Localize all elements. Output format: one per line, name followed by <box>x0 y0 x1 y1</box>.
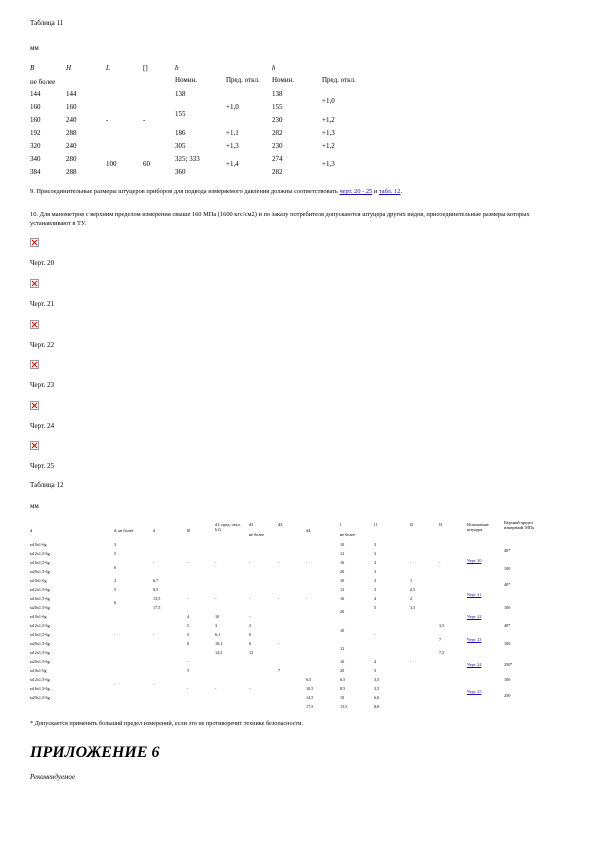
table12-cell: 5 <box>187 623 190 628</box>
table12-cell: 7,5 <box>439 650 445 655</box>
table11-cell: +1,3 <box>322 129 335 137</box>
table11-cell: 138 <box>175 90 186 98</box>
table12-cell: 6 <box>249 632 252 637</box>
table12-cell: 3 <box>374 569 377 574</box>
table12-cell: м16х1,5-6g <box>30 632 50 637</box>
table11-cell: 280 <box>66 155 77 163</box>
table12-cell: 6 <box>187 641 190 646</box>
table12-cell: м12х1,5-6g <box>30 623 50 628</box>
table12-cell: 10 <box>340 695 345 700</box>
table12-cell: 12 <box>340 587 345 592</box>
table12-cell: 12 <box>340 646 345 651</box>
table11-cell: 288 <box>66 168 77 176</box>
table12-cell: 6 <box>249 641 252 646</box>
table12-cell: 12 <box>249 650 254 655</box>
table12-header: Исполнение штуцера <box>467 522 489 532</box>
table12-cell: 6,7 <box>153 578 159 583</box>
broken-image-icon <box>30 401 39 410</box>
table12-cell: 3 <box>374 578 377 583</box>
table12-cell: 100 <box>504 641 511 646</box>
table12-cell: - <box>306 596 308 601</box>
table12-cell: 10,1 <box>215 641 223 646</box>
table12-cell: м12х1,5-6g <box>30 551 50 556</box>
table12-cell: - <box>249 686 251 691</box>
table11-cell: 100 <box>106 160 117 168</box>
table12-unit: мм <box>30 502 39 510</box>
table12-cell: 20 <box>340 609 345 614</box>
table12-cell: - <box>278 596 280 601</box>
table12-cell: 250 <box>504 693 511 698</box>
table12-header: l3 <box>439 522 443 527</box>
table11-cell: 186 <box>175 129 186 137</box>
broken-image-icon <box>30 320 39 329</box>
figure-caption: Черт. 25 <box>30 462 55 470</box>
table12-cell: 7 <box>439 637 442 642</box>
table12-cell: 3 <box>374 542 377 547</box>
table12-header: l0 <box>187 528 191 533</box>
table12-cell: м12х1,5-6g <box>30 650 50 655</box>
table12-cell: 250* <box>504 662 513 667</box>
table11-cell: 160 <box>30 103 41 111</box>
table11-header-B: B <box>30 64 35 72</box>
table11-cell: 160 <box>30 116 41 124</box>
broken-image-icon <box>30 360 39 369</box>
table12-cell: 14,3 <box>215 650 223 655</box>
table12-cell: 3,5 <box>374 677 380 682</box>
table12-cell: 3 <box>114 542 117 547</box>
table12-cell: 12 <box>340 551 345 556</box>
table12-caption: Таблица 12 <box>30 481 64 489</box>
broken-image-icon <box>30 238 39 247</box>
table12-cell: 10,5 <box>306 686 314 691</box>
table12-cell: м10х1-6g <box>30 578 47 583</box>
table12-header: d3, <box>278 522 284 527</box>
table11-cell: 240 <box>66 142 77 150</box>
table11-header-nomin-b: Номин. <box>175 76 198 84</box>
table12-header: не более <box>249 532 265 537</box>
table12-header: d3 <box>249 522 254 527</box>
table12-cell: - <box>187 596 189 601</box>
table11-cell: +1,3 <box>226 142 239 150</box>
table11-cell: 282 <box>272 168 283 176</box>
table12-cell: 8,0 <box>374 704 380 709</box>
table12-cell: - <box>187 560 189 565</box>
table11-cell: 160 <box>66 103 77 111</box>
table12-header: l2 <box>410 522 414 527</box>
table11-header-pred-h: Пред. откл. <box>322 76 356 84</box>
table12-cell: м12х1,5-6g <box>30 587 50 592</box>
table12-cell: 5 <box>114 551 117 556</box>
table11-cell: 60 <box>143 160 150 168</box>
table12-cell: - <box>153 560 155 565</box>
table12-cell: 5 <box>187 668 190 673</box>
table11-cell: 305 <box>175 142 186 150</box>
table12-cell: 13,5 <box>153 596 161 601</box>
table12-cell: м20х1,5-6g <box>30 569 50 574</box>
appendix-subtitle: Рекомендуемое <box>30 773 75 781</box>
table12-cell: 14,5 <box>306 695 314 700</box>
table11-cell: - <box>143 116 146 124</box>
paragraph-10: 10. Для манометров с верхним пределом измерения свыше 160 МПа (1600 кгс/см2) и по заказу потребителя допускаются штуцера других видов, присоединительные размеры которых устанавливают в ТУ. <box>30 211 530 227</box>
table11-cell: 288 <box>66 129 77 137</box>
table12-cell: 16 <box>340 659 345 664</box>
table12-cell: - <box>439 560 441 565</box>
table12-cell: м20х1,5-6g <box>30 641 50 646</box>
table11-header-pred-b: Пред. откл. <box>226 76 260 84</box>
table11-cell: +1,2 <box>322 116 335 124</box>
link-chert-20[interactable]: Черт. 20 <box>467 558 482 563</box>
table12-header: d4, <box>306 528 312 533</box>
table12-cell: 3 <box>215 623 218 628</box>
table12-cell: 100 <box>504 605 511 610</box>
table12-cell: - <box>306 560 308 565</box>
table12-cell: 3 <box>374 551 377 556</box>
table11-header-nomin-h: Номин. <box>272 76 295 84</box>
table12-cell: м20х1,5-6g <box>30 659 50 664</box>
table12-cell: 10 <box>340 542 345 547</box>
table12-cell: 6 <box>114 565 117 570</box>
table12-cell: 20 <box>340 668 345 673</box>
table12-cell: 2 <box>410 596 413 601</box>
table12-cell: 17,5 <box>306 704 314 709</box>
appendix-title: ПРИЛОЖЕНИЕ 6 <box>30 744 160 761</box>
table11-cell: +1,3 <box>322 160 335 168</box>
table12-cell: 10 <box>340 628 345 633</box>
figure-caption: Черт. 22 <box>30 341 55 349</box>
table12-cell: 4 <box>374 560 377 565</box>
table12-cell: 5 <box>114 587 117 592</box>
table12-cell: 6,5 <box>340 677 346 682</box>
table12-header: d, не более <box>114 528 134 533</box>
table12-cell: - <box>215 596 217 601</box>
link-tabl-12[interactable]: табл. 12 <box>378 188 401 195</box>
table12-cell: м10х1-6g <box>30 668 47 673</box>
table12-cell: 17,5 <box>153 605 161 610</box>
table11-cell: 325; 333 <box>175 155 200 163</box>
table11-header-h: h <box>272 64 276 72</box>
table12-cell: - <box>410 659 412 664</box>
table12-cell: - <box>249 560 251 565</box>
link-chert-23[interactable]: Черт. 23 <box>467 637 482 642</box>
table11-cell: 360 <box>175 168 186 176</box>
link-chert-22[interactable]: Черт. 22 <box>467 614 482 619</box>
table12-cell: - <box>215 686 217 691</box>
table12-cell: 100 <box>504 677 511 682</box>
table11-header-H: H <box>66 64 72 72</box>
table12-cell: 5 <box>374 605 377 610</box>
table11-cell: +1,1 <box>226 129 239 137</box>
table12-cell: 2,5 <box>410 587 416 592</box>
table12-cell: м20х1,5-6g <box>30 605 50 610</box>
table11-cell: 155 <box>175 110 186 118</box>
table11-cell: +1,2 <box>322 142 335 150</box>
table12-cell: - <box>153 682 155 687</box>
link-chert-21[interactable]: Черт. 21 <box>467 592 482 597</box>
table12-cell: 6,5 <box>306 677 312 682</box>
table11-cell: +1,0 <box>322 97 335 105</box>
paragraph-9: 9. Присоединительные размеры штуцеров приборов для подвода измеряемого давления должны соответствовать черт. 20 - 25 и табл. 12. <box>30 188 403 195</box>
table12-cell: 3 <box>114 578 117 583</box>
table11-cell: +1,4 <box>226 160 239 168</box>
table11-header-b: b <box>175 64 179 72</box>
table12-cell: 3 <box>249 623 252 628</box>
table12-cell: - <box>187 686 189 691</box>
table12-cell: 10 <box>340 578 345 583</box>
table12-cell: 3 <box>374 587 377 592</box>
table11-cell: 340 <box>30 155 41 163</box>
table11-cell: 230 <box>272 142 283 150</box>
figure-caption: Черт. 20 <box>30 259 55 267</box>
table11-cell: - <box>106 116 109 124</box>
table11-header-ne-bolee: не более <box>30 78 56 86</box>
table12-cell: 100 <box>504 566 511 571</box>
table12-header: Верхний предел измерений, МПа <box>504 520 534 530</box>
table11-cell: 230 <box>272 116 283 124</box>
table12-cell: 6,1 <box>215 632 221 637</box>
table12-header: l <box>340 522 342 527</box>
table11-cell: 144 <box>30 90 41 98</box>
table12-cell: 16 <box>340 560 345 565</box>
table11-cell: 155 <box>272 103 283 111</box>
table12-cell: 4 <box>374 596 377 601</box>
table11-header-L: L <box>106 64 110 72</box>
table12-cell: 3 <box>374 668 377 673</box>
table12-cell: - <box>278 641 280 646</box>
table12-cell: 7 <box>278 668 281 673</box>
table12-cell: - <box>249 596 251 601</box>
table11-cell: 384 <box>30 168 41 176</box>
broken-image-icon <box>30 441 39 450</box>
table12-cell: 4 <box>374 659 377 664</box>
table12-cell: - <box>187 659 189 664</box>
link-chert-25[interactable]: Черт. 25 <box>467 689 482 694</box>
table12-cell: м12х1,5-6g <box>30 677 50 682</box>
table12-cell: м10х1-6g <box>30 542 47 547</box>
table12-cell: 1 <box>410 578 413 583</box>
link-chert-24[interactable]: Черт. 24 <box>467 662 482 667</box>
table11-header-sym: [] <box>143 64 148 72</box>
table11-cell: 144 <box>66 90 77 98</box>
table12-cell: 13,5 <box>340 704 348 709</box>
table11-cell: +1,0 <box>226 103 239 111</box>
broken-image-icon <box>30 279 39 288</box>
table11-cell: 274 <box>272 155 283 163</box>
table12-cell: 20 <box>340 569 345 574</box>
table12-cell: 3,5 <box>374 686 380 691</box>
figure-caption: Черт. 23 <box>30 381 55 389</box>
table12-cell: 8,5 <box>340 686 346 691</box>
table12-header: не более <box>340 532 356 537</box>
table12-header: d <box>30 528 33 533</box>
table12-cell: 3,5 <box>410 605 416 610</box>
table12-cell: - <box>114 632 116 637</box>
table12-header: d <box>153 528 156 533</box>
table12-cell: - <box>374 632 376 637</box>
table12-cell: - <box>249 614 251 619</box>
table12-cell: 10 <box>215 614 220 619</box>
table12-cell: 16 <box>340 596 345 601</box>
table12-cell: 5 <box>187 632 190 637</box>
table11-cell: 192 <box>30 129 41 137</box>
figure-caption: Черт. 21 <box>30 300 55 308</box>
table11-cell: 138 <box>272 90 283 98</box>
table12-cell: 40* <box>504 548 511 553</box>
table12-header: d1, пред. откл. h11 <box>215 522 241 532</box>
table12-cell: - <box>278 560 280 565</box>
table12-cell: - <box>215 560 217 565</box>
table11-unit: мм <box>30 44 39 52</box>
table12-cell: - <box>410 560 412 565</box>
table12-cell: - <box>153 632 155 637</box>
table12-cell: м20х1,5-6g <box>30 695 50 700</box>
link-chert-20-25[interactable]: черт. 20 - 25 <box>339 188 373 195</box>
table12-cell: м16х1,5-6g <box>30 560 50 565</box>
table11-cell: 282 <box>272 129 283 137</box>
table12-header: l1 <box>374 522 378 527</box>
table12-cell: м16х1,5-6g <box>30 596 50 601</box>
table12-cell: - <box>114 682 116 687</box>
table12-cell: 8,5 <box>153 587 159 592</box>
table12-cell: 6 <box>114 600 117 605</box>
footnote: * Допускается применять больший предел измерений, если это не противоречит технике безопасности. <box>30 720 304 727</box>
table12-cell: 40* <box>504 623 511 628</box>
table11-caption: Таблица 11 <box>30 19 64 27</box>
table11-cell: 240 <box>66 116 77 124</box>
table12-cell: 40* <box>504 582 511 587</box>
table11-cell: 320 <box>30 142 41 150</box>
table12-cell: м10х1-6g <box>30 614 47 619</box>
table12-cell: 3,5 <box>439 623 445 628</box>
figure-caption: Черт. 24 <box>30 422 55 430</box>
table12-cell: м16х1,5-6g <box>30 686 50 691</box>
table12-cell: 6,0 <box>374 695 380 700</box>
table12-cell: 4 <box>187 614 190 619</box>
